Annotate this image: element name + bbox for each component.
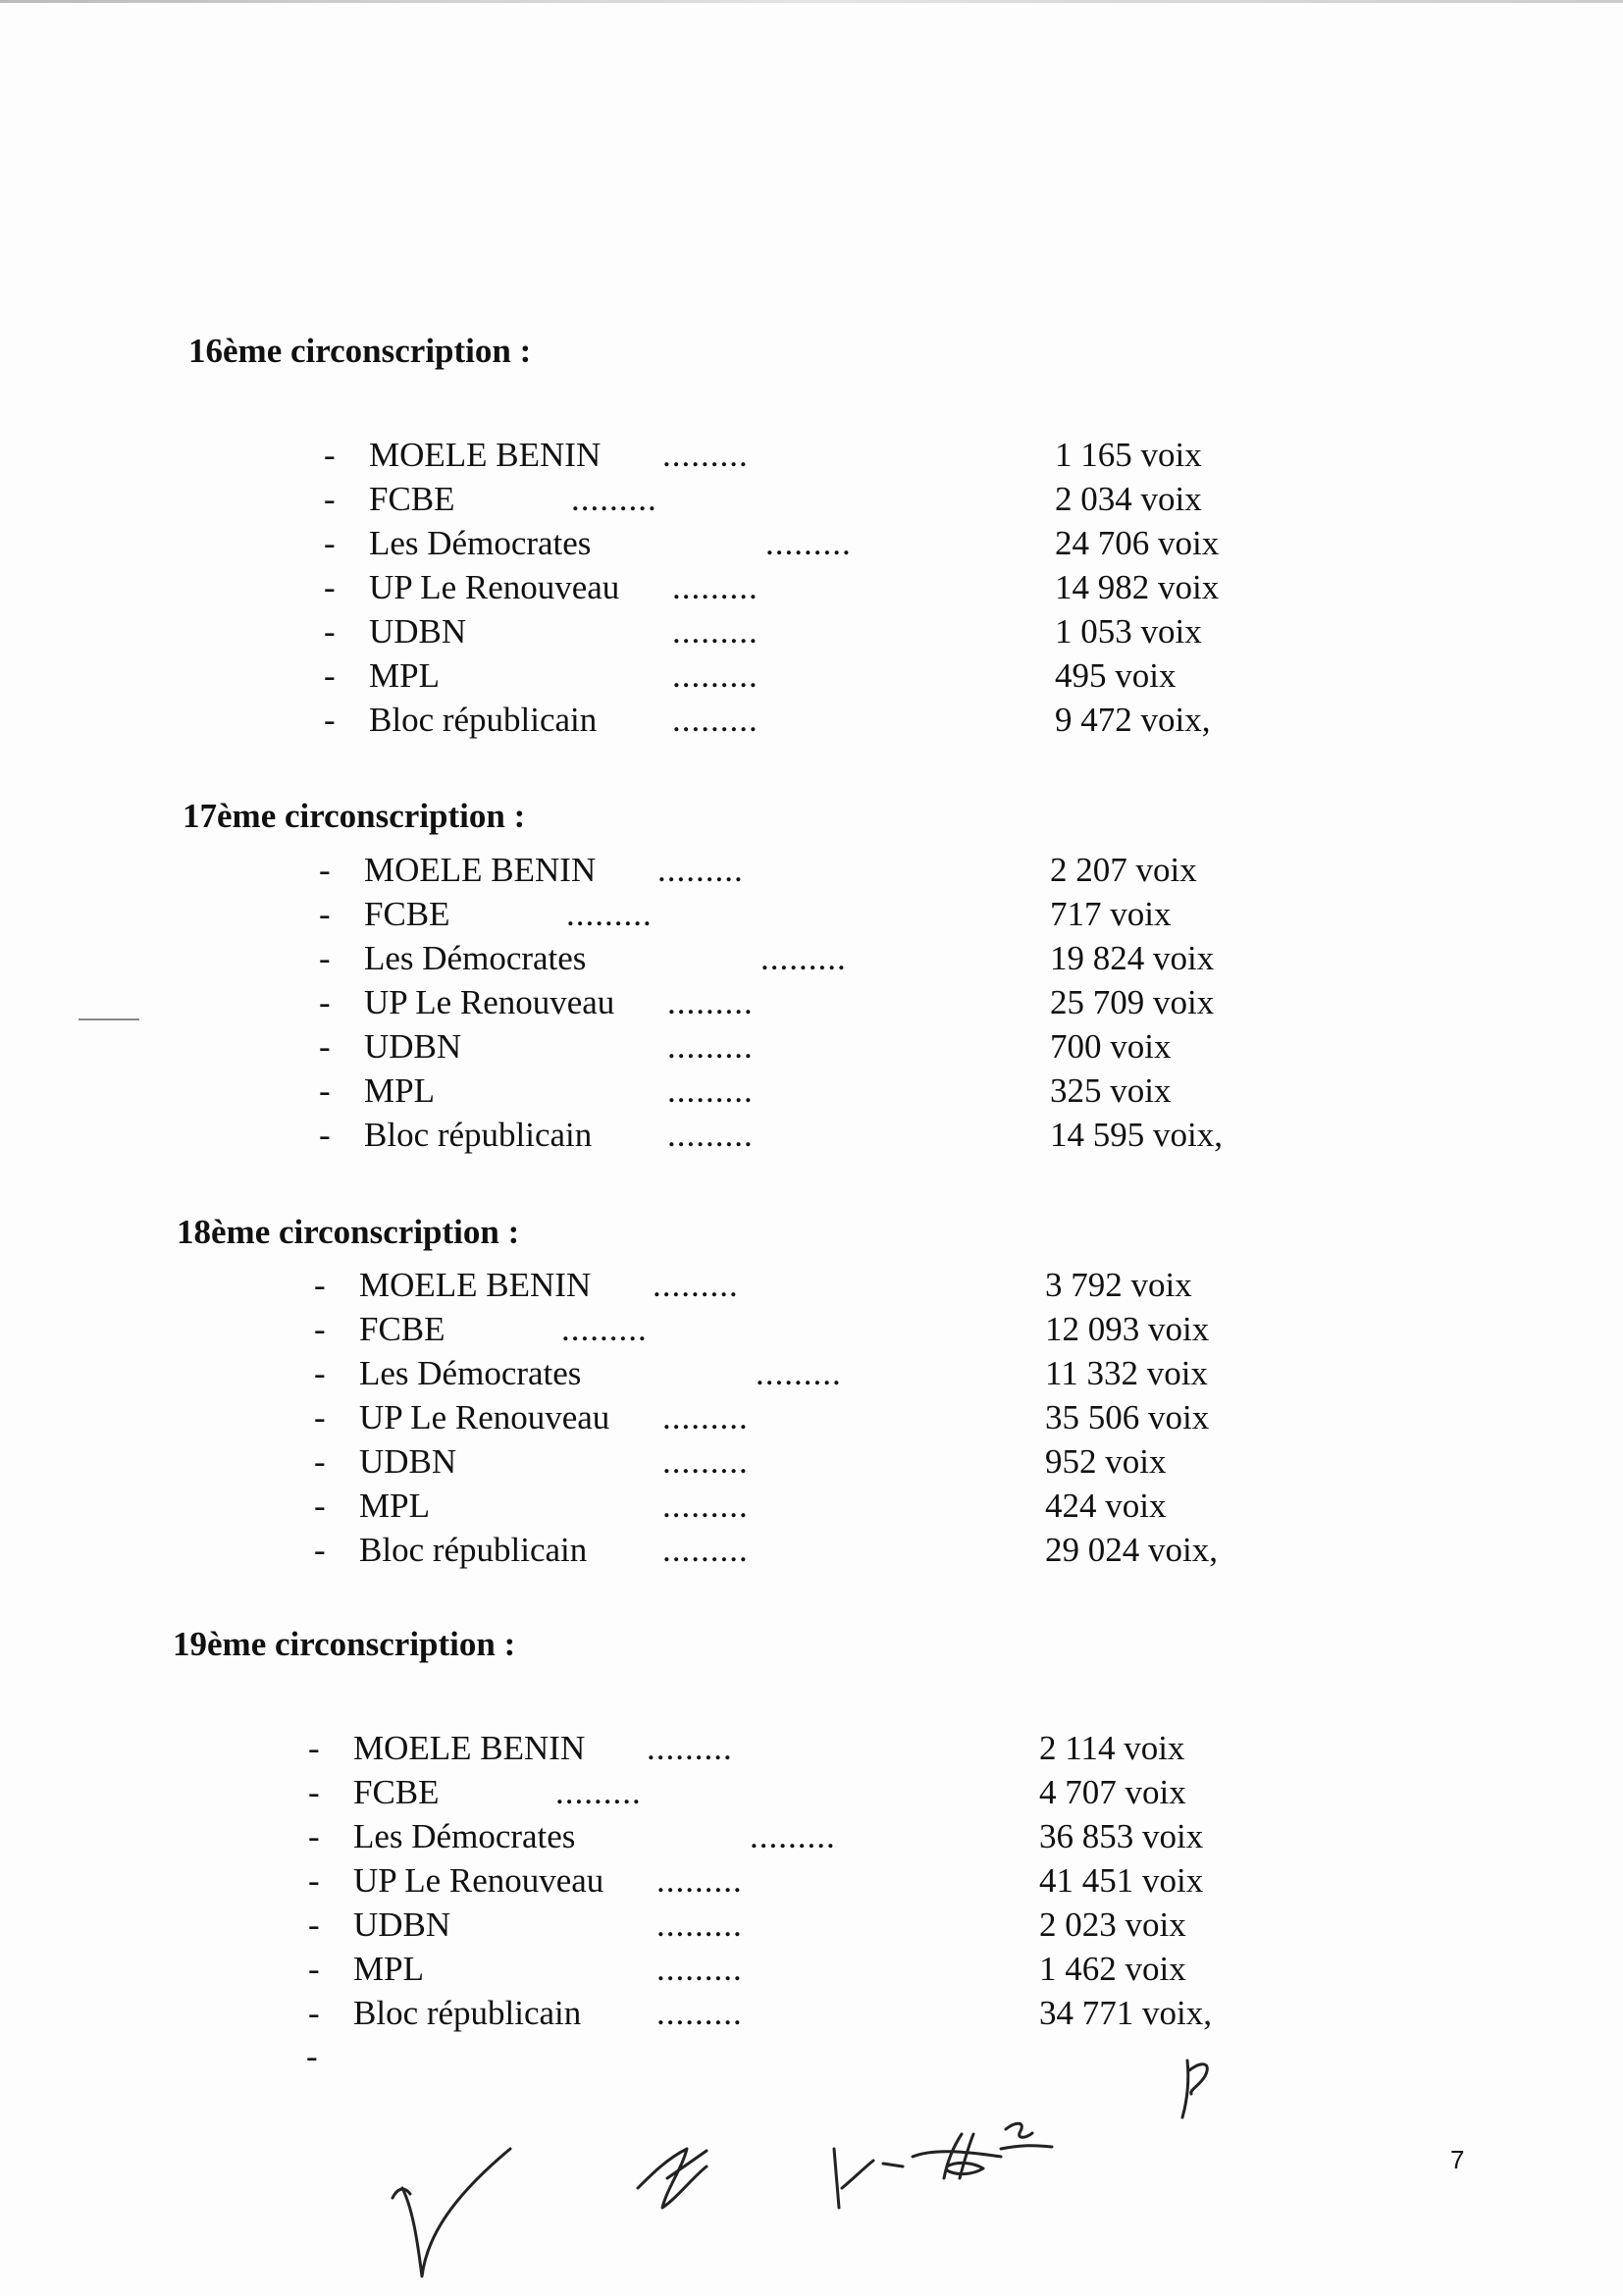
party-name: UP Le Renouveau [359,1398,610,1436]
vote-count: 24 706 voix [1055,524,1220,562]
list-dash: - [319,895,331,933]
list-item [308,1726,1387,1770]
vote-count: 11 332 voix [1045,1354,1208,1392]
vote-count: 700 voix [1050,1027,1172,1066]
leader-dots: ......... [662,1531,749,1569]
section-title-16: 16ème circonscription : [188,332,532,370]
list-dash: - [314,1310,326,1348]
list-dash: - [308,1994,320,2032]
vote-count: 9 472 voix, [1055,701,1211,739]
vote-count: 34 771 voix, [1039,1994,1212,2032]
vote-count: 12 093 voix [1045,1310,1210,1348]
signatures-scribble [373,2041,1315,2296]
vote-count: 1 165 voix [1055,436,1202,474]
vote-count: 19 824 voix [1050,939,1215,977]
party-name: Bloc républicain [364,1116,593,1154]
leader-dots: ......... [672,701,759,739]
list-item [319,936,1398,980]
list-dash: - [319,1071,331,1110]
list-item [324,565,1403,609]
vote-count: 36 853 voix [1039,1817,1204,1855]
trailing-dash: - [306,2037,318,2075]
list-item [308,1770,1387,1814]
party-name: Les Démocrates [364,939,587,977]
list-item [314,1351,1393,1395]
list-dash: - [319,851,331,889]
vote-count: 2 023 voix [1039,1905,1186,1944]
leader-dots: ......... [756,1354,842,1392]
party-name: MOELE BENIN [369,436,602,474]
party-name: MOELE BENIN [359,1266,592,1304]
leader-dots: ......... [662,1398,749,1436]
vote-count: 495 voix [1055,656,1177,695]
margin-mark [79,1018,139,1020]
list-dash: - [319,1116,331,1154]
vote-count: 717 voix [1050,895,1172,933]
list-dash: - [324,436,336,474]
list-item [319,980,1398,1024]
scan-edge [0,0,1623,3]
page-number: 7 [1450,2145,1465,2174]
party-name: UP Le Renouveau [353,1861,604,1900]
list-item [314,1439,1393,1484]
leader-dots: ......... [662,436,749,474]
party-name: MPL [364,1071,435,1110]
leader-dots: ......... [656,1905,743,1944]
list-item [314,1263,1393,1307]
vote-count: 325 voix [1050,1071,1172,1110]
vote-count: 2 207 voix [1050,851,1197,889]
list-dash: - [314,1266,326,1304]
party-name: UDBN [364,1027,462,1066]
list-item [314,1307,1393,1351]
leader-dots: ......... [656,1950,743,1988]
list-dash: - [308,1817,320,1855]
vote-count: 3 792 voix [1045,1266,1192,1304]
party-name: Les Démocrates [359,1354,582,1392]
leader-dots: ......... [667,983,754,1021]
list-dash: - [319,1027,331,1066]
leader-dots: ......... [555,1773,642,1811]
list-item [324,609,1403,653]
list-dash: - [319,983,331,1021]
leader-dots: ......... [656,1994,743,2032]
party-name: UDBN [369,612,467,651]
leader-dots: ......... [653,1266,739,1304]
party-name: MOELE BENIN [364,851,597,889]
list-item [319,892,1398,936]
vote-count: 2 034 voix [1055,480,1202,518]
leader-dots: ......... [672,568,759,606]
party-name: Bloc républicain [359,1531,588,1569]
vote-count: 424 voix [1045,1487,1167,1525]
list-item [308,1991,1387,2035]
list-dash: - [314,1354,326,1392]
list-item [324,433,1403,477]
party-name: FCBE [364,895,450,933]
list-item [314,1395,1393,1439]
list-item [319,1069,1398,1113]
vote-count: 14 982 voix [1055,568,1220,606]
vote-count: 952 voix [1045,1442,1167,1481]
party-name: UDBN [359,1442,457,1481]
party-name: Bloc républicain [369,701,598,739]
leader-dots: ......... [571,480,657,518]
list-dash: - [314,1398,326,1436]
list-item [314,1484,1393,1528]
list-item [324,521,1403,565]
list-dash: - [308,1729,320,1767]
list-item [324,477,1403,521]
vote-count: 4 707 voix [1039,1773,1186,1811]
list-dash: - [324,568,336,606]
list-dash: - [324,612,336,651]
list-dash: - [319,939,331,977]
party-name: Bloc républicain [353,1994,582,2032]
list-item [319,1113,1398,1157]
leader-dots: ......... [561,1310,648,1348]
list-item [324,653,1403,698]
party-name: UP Le Renouveau [369,568,620,606]
leader-dots: ......... [750,1817,836,1855]
list-item [324,698,1403,742]
list-item [308,1858,1387,1903]
leader-dots: ......... [657,851,744,889]
leader-dots: ......... [672,612,759,651]
party-name: UP Le Renouveau [364,983,615,1021]
leader-dots: ......... [760,939,847,977]
list-item [319,848,1398,892]
list-dash: - [308,1950,320,1988]
party-name: FCBE [359,1310,445,1348]
list-item [314,1528,1393,1572]
leader-dots: ......... [672,656,759,695]
list-item [308,1903,1387,1947]
list-item [319,1024,1398,1069]
leader-dots: ......... [662,1487,749,1525]
list-dash: - [314,1531,326,1569]
leader-dots: ......... [662,1442,749,1481]
party-name: MPL [369,656,440,695]
list-dash: - [324,524,336,562]
list-dash: - [308,1861,320,1900]
list-dash: - [308,1905,320,1944]
vote-count: 41 451 voix [1039,1861,1204,1900]
party-name: Les Démocrates [369,524,592,562]
section-title-19: 19ème circonscription : [173,1625,516,1663]
party-name: FCBE [369,480,455,518]
list-item [308,1947,1387,1991]
list-item [308,1814,1387,1858]
vote-count: 2 114 voix [1039,1729,1185,1767]
list-dash: - [314,1442,326,1481]
vote-count: 25 709 voix [1050,983,1215,1021]
party-name: UDBN [353,1905,451,1944]
party-name: FCBE [353,1773,440,1811]
party-name: MPL [359,1487,430,1525]
vote-count: 29 024 voix, [1045,1531,1218,1569]
party-name: MPL [353,1950,424,1988]
section-title-17: 17ème circonscription : [183,797,526,835]
vote-count: 35 506 voix [1045,1398,1210,1436]
vote-count: 1 462 voix [1039,1950,1186,1988]
leader-dots: ......... [656,1861,743,1900]
leader-dots: ......... [667,1027,754,1066]
leader-dots: ......... [647,1729,733,1767]
list-dash: - [324,656,336,695]
leader-dots: ......... [667,1116,754,1154]
leader-dots: ......... [765,524,852,562]
list-dash: - [314,1487,326,1525]
list-dash: - [324,480,336,518]
leader-dots: ......... [566,895,653,933]
party-name: MOELE BENIN [353,1729,586,1767]
party-name: Les Démocrates [353,1817,576,1855]
vote-count: 1 053 voix [1055,612,1202,651]
list-dash: - [324,701,336,739]
section-title-18: 18ème circonscription : [177,1213,520,1251]
leader-dots: ......... [667,1071,754,1110]
vote-count: 14 595 voix, [1050,1116,1223,1154]
list-dash: - [308,1773,320,1811]
